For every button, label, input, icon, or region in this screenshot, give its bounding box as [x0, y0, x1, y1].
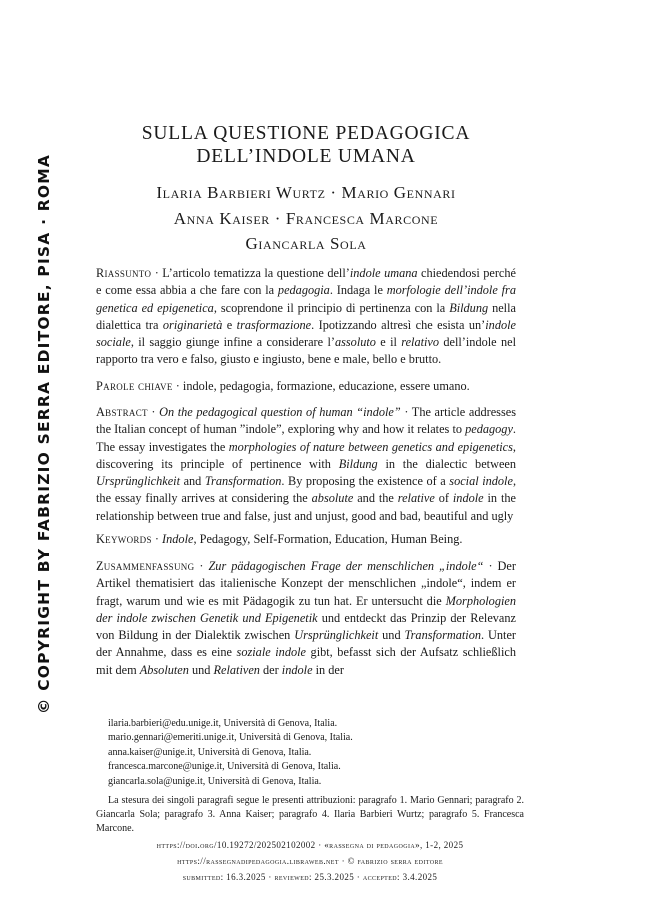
text-run: Bildung: [449, 300, 489, 315]
authors-line-3: Giancarla Sola: [245, 234, 367, 253]
authors-line-1: Ilaria Barbieri Wurtz · Mario Gennari: [156, 183, 456, 202]
text-run: morfologie dell’indole fra genetica ed epigenetica: [96, 283, 516, 315]
zusammenfassung-paragraph: [96, 558, 516, 679]
text-run: chiedendosi perché e come essa abbia a che fare con la: [96, 266, 516, 298]
text-run: Transformation: [204, 474, 282, 489]
keywords-label: Keywords: [96, 532, 152, 546]
text-run: originarietà: [162, 317, 223, 332]
text-run: and: [180, 474, 205, 489]
title-line-2: DELL’INDOLE UMANA: [196, 146, 416, 167]
text-run: in der: [312, 662, 344, 677]
text-run: nella dialettica tra: [96, 300, 516, 332]
text-run: relative: [397, 491, 435, 506]
text-run: On the pedagogical question of human “indole”: [159, 405, 401, 419]
text-run: and the: [353, 491, 398, 506]
text-run: ·: [147, 405, 160, 419]
text-run: Bildung: [338, 456, 378, 471]
text-run: und: [188, 662, 214, 677]
text-run: Absoluten: [139, 662, 189, 677]
text-run: · L’articolo tematizza la questione dell’: [151, 266, 350, 280]
text-run: . Unter der Annahme, dass es eine: [96, 628, 516, 660]
text-run: Indole: [162, 532, 194, 546]
text-run: assoluto: [334, 335, 376, 350]
affiliation-line: anna.kaiser@unige.it, Università di Genova, Italia.: [108, 746, 312, 758]
dates-line: submitted: 16.3.2025 · reviewed: 25.3.2025 · accepted: 3.4.2025: [182, 872, 438, 882]
text-run: und: [378, 628, 405, 643]
authors-line-2: Anna Kaiser · Francesca Marcone: [173, 208, 439, 228]
text-run: indole sociale: [96, 317, 517, 350]
text-run: . Ipotizzando altresì che esista un’: [311, 317, 486, 332]
text-run: der: [259, 662, 282, 677]
riassunto-label: Riassunto: [96, 266, 152, 280]
text-run: in the dialectic between: [377, 456, 517, 471]
text-run: social indole: [449, 474, 513, 489]
text-run: · The article addresses the Italian concept of human ”indole”, exploring why and how it relates to: [96, 405, 516, 437]
zusammenfassung-label: Zusammenfassung: [96, 559, 195, 573]
text-run: of: [434, 491, 453, 506]
text-run: . Indaga le: [329, 283, 387, 298]
abstract-paragraph: [96, 404, 516, 525]
text-run: Ursprünglichkeit: [96, 474, 181, 489]
affiliation-line: giancarla.sola@unige.it, Università di Genova, Italia.: [108, 775, 322, 787]
doi-line: https://doi.org/10.19272/202502102002 · «rassegna di pedagogia», 1-2, 2025: [156, 840, 464, 850]
text-run: , the essay finally arrives at considering the: [96, 474, 517, 506]
text-run: , discovering its principle of pertinence with: [96, 439, 516, 471]
parole-chiave-label: Parole chiave: [96, 379, 173, 393]
article-title: [96, 122, 516, 168]
keywords-paragraph: [96, 531, 516, 548]
text-run: . The essay investigates the: [96, 422, 516, 454]
text-run: gibt, befasst sich der Aufsatz schließlich mit dem: [96, 645, 516, 677]
text-run: in the relationship between true and false, just and unjust, good and bad, beautiful and ugly: [96, 491, 516, 523]
text-run: soziale indole: [236, 645, 306, 660]
copyright-vertical-text: © COPYRIGHT BY FABRIZIO SERRA EDITORE, PISA · ROMA: [35, 153, 53, 715]
text-run: ·: [151, 532, 163, 546]
affiliation-line: francesca.marcone@unige.it, Università di Genova, Italia.: [108, 761, 341, 773]
parole-chiave-text: · indole, pedagogia, formazione, educazione, essere umano.: [172, 379, 470, 393]
text-run: ·: [194, 559, 209, 573]
text-run: Zur pädagogischen Frage der menschlichen „indole“: [208, 559, 484, 573]
title-line-1: SULLA QUESTIONE PEDAGOGICA: [141, 123, 471, 144]
affiliation-line: mario.gennari@emeriti.unige.it, Università di Genova, Italia.: [108, 732, 353, 744]
author-affiliations: [108, 717, 518, 789]
text-run: indole: [452, 491, 484, 506]
abstract-label: Abstract: [96, 405, 148, 419]
parole-chiave-paragraph: [96, 378, 516, 395]
text-run: Transformation: [404, 628, 482, 643]
riassunto-paragraph: [96, 265, 516, 369]
text-run: und entdeckt das Prinzip der Relevanz von Bildung in der Dialektik zwischen: [96, 610, 517, 643]
text-run: absolute: [311, 491, 354, 506]
text-run: indole: [281, 662, 313, 677]
text-run: indole umana: [349, 266, 418, 280]
text-run: pedagogia: [277, 283, 330, 298]
text-run: e il: [375, 335, 402, 350]
attribution-note: La stesura dei singoli paragrafi segue le presenti attribuzioni: paragrafo 1. Mario Gennari; paragrafo 2. Giancarla Sola; paragrafo 3. Anna Kaiser; paragrafo 4. Ilaria Barbieri Wurtz; paragrafo 5. Francesca Marcone.: [96, 795, 524, 835]
text-run: e: [222, 317, 237, 332]
text-run: · Der Artikel thematisiert das italienische Konzept der menschlichen „indole“, indem er fragt, warum und wie es mit Pädagogik zu tun hat. Er untersucht die: [96, 559, 516, 608]
website-line: https://rassegnadipedagogia.libraweb.net · © fabrizio serra editore: [177, 856, 443, 866]
authors: [96, 180, 516, 257]
text-run: Ursprünglichkeit: [294, 628, 379, 643]
affiliation-line: ilaria.barbieri@edu.unige.it, Università di Genova, Italia.: [108, 718, 338, 729]
text-run: morphologies of nature between genetics and epigenetics: [228, 439, 513, 454]
text-run: , scoprendone il principio di pertinenza con la: [213, 300, 450, 315]
text-run: pedagogy: [465, 422, 513, 437]
text-run: Relativen: [213, 662, 260, 677]
text-run: , Pedagogy, Self-Formation, Education, Human Being.: [193, 532, 463, 546]
text-run: Morphologien der indole zwischen Genetik und Epigenetik: [96, 593, 516, 625]
text-run: trasformazione: [236, 317, 312, 332]
text-run: , il saggio giunge infine a considerare l’: [130, 335, 335, 350]
text-run: . By proposing the existence of a: [281, 474, 450, 489]
text-run: dell’indole nel rapporto tra vero e falso, giusto e ingiusto, bene e male, bello e brutto.: [96, 335, 516, 367]
text-run: relativo: [401, 335, 440, 350]
